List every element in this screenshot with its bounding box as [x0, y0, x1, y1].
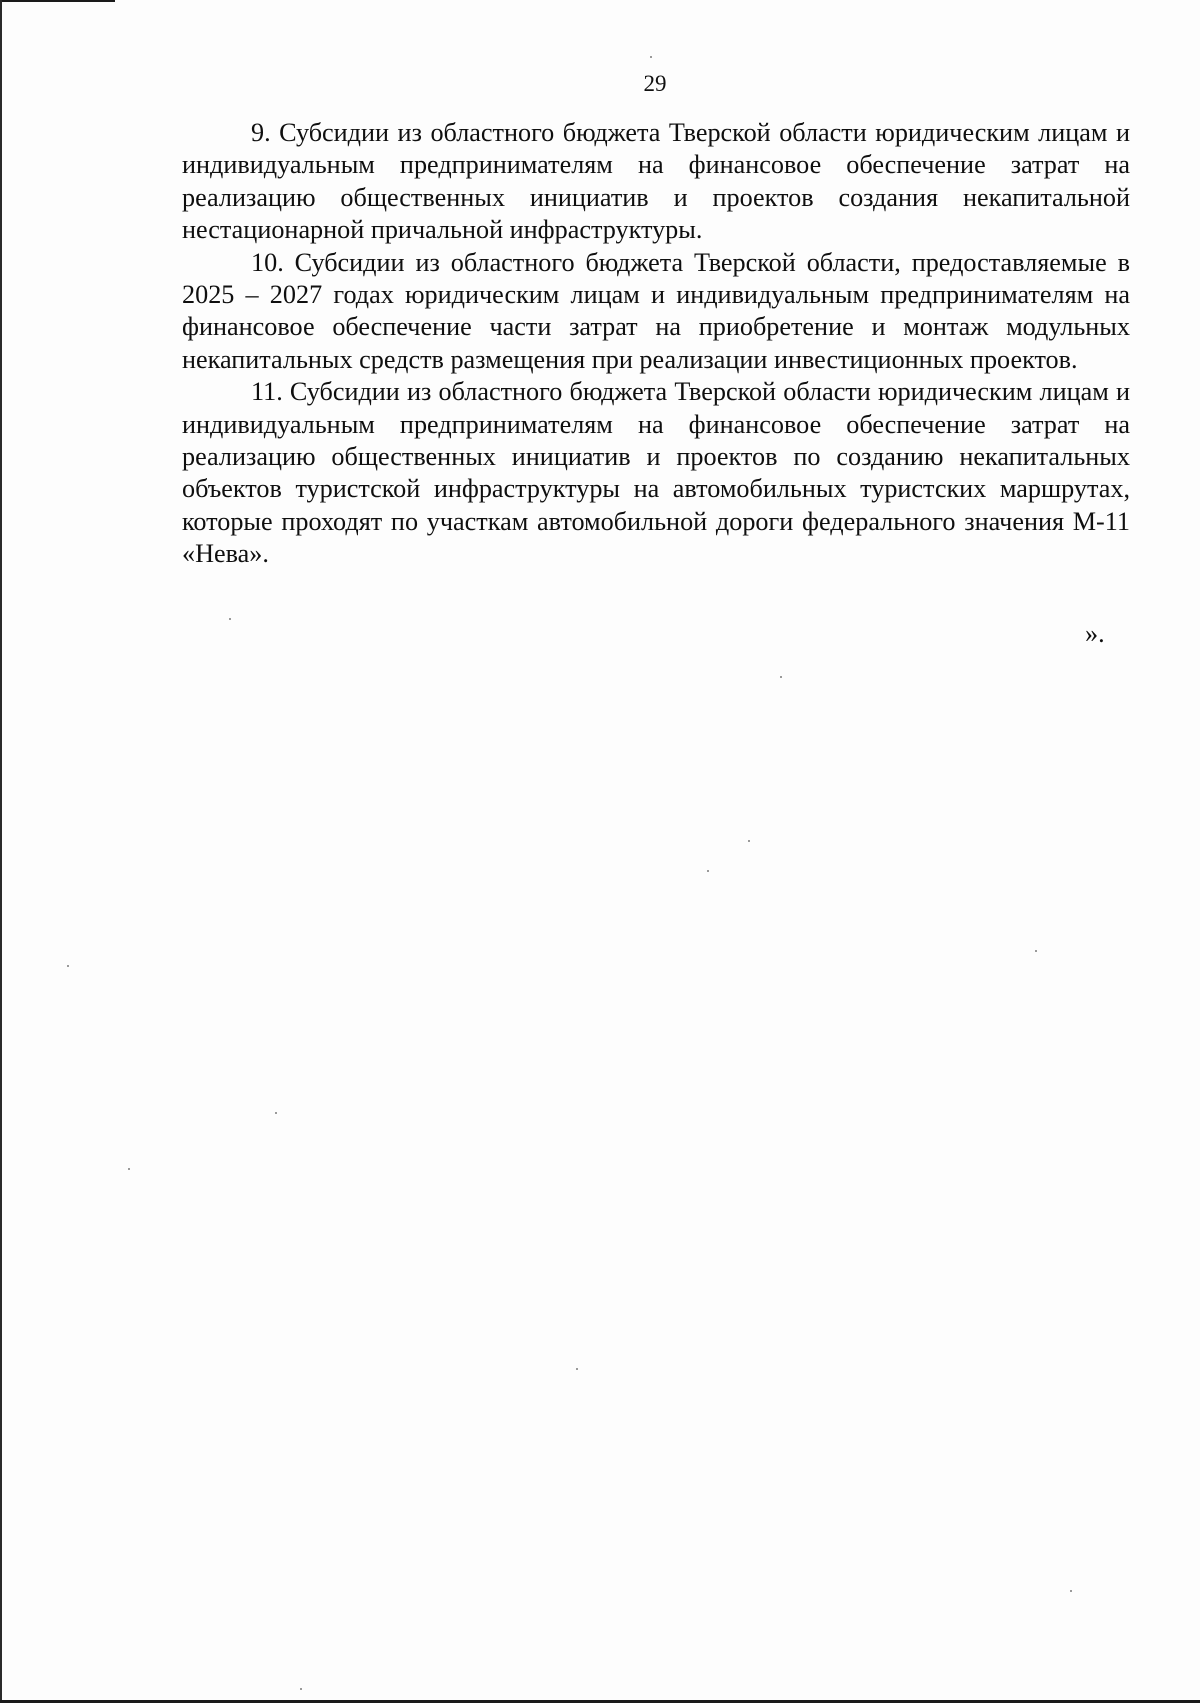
scan-speck: [128, 1168, 130, 1170]
page-number: 29: [643, 71, 667, 96]
scan-speck: [650, 56, 652, 58]
scan-speck: [780, 676, 782, 678]
closing-quote-mark: ».: [1085, 619, 1105, 648]
scan-edge-left: [0, 0, 2, 1703]
paragraph-10: 10. Субсидии из областного бюджета Тверской области, предоставляемые в 2025 – 2027 годах юридическим лицам и индивидуальным предпринимателям на финансовое обеспечение части затрат на приобретение и монтаж модульных некапитальных средств размещения при реализации инвестиционных проектов.: [182, 247, 1130, 374]
document-body: [182, 117, 1130, 571]
scan-speck: [707, 870, 709, 872]
paragraph-9: 9. Субсидии из областного бюджета Тверской области юридическим лицам и индивидуальным предпринимателям на финансовое обеспечение затрат на реализацию общественных инициатив и проектов создания некапитальной нестационарной причальной инфраструктуры.: [182, 118, 1130, 245]
scan-speck: [300, 1688, 302, 1690]
scan-speck: [229, 618, 231, 620]
scan-edge-top: [0, 0, 115, 2]
scan-speck: [1070, 1590, 1072, 1592]
scan-speck: [275, 1112, 277, 1114]
scan-speck: [67, 965, 69, 967]
scan-speck: [1035, 950, 1037, 952]
scan-speck: [748, 840, 750, 842]
scan-speck: [576, 1368, 578, 1370]
paragraph-11: 11. Субсидии из областного бюджета Тверской области юридическим лицам и индивидуальным предпринимателям на финансовое обеспечение затрат на реализацию общественных инициатив и проектов по созданию некапитальных объектов туристской инфраструктуры на автомобильных туристских маршрутах, которые проходят по участкам автомобильной дороги федерального значения М-11 «Нева».: [182, 377, 1130, 569]
